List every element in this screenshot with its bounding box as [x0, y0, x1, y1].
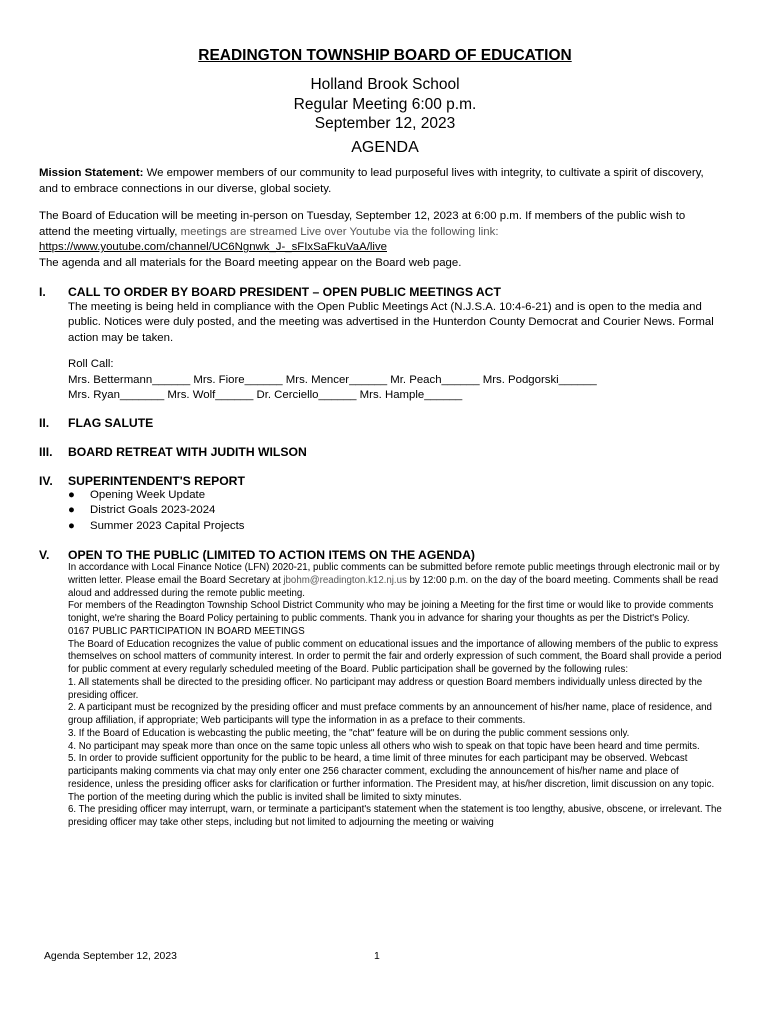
superintendent-report-list: [68, 488, 244, 534]
section-heading: OPEN TO THE PUBLIC (LIMITED TO ACTION ITEMS ON THE AGENDA): [68, 548, 475, 562]
intro-stream-text: meetings are streamed Live over Youtube via the following link:: [180, 225, 499, 238]
section-heading: SUPERINTENDENT'S REPORT: [68, 474, 245, 488]
section-heading: BOARD RETREAT WITH JUDITH WILSON: [68, 445, 307, 459]
list-item-text: Summer 2023 Capital Projects: [90, 519, 245, 532]
section-body: The meeting is being held in compliance with the Open Public Meetings Act (N.J.S.A. 10:4-6-21) and is open to the media and public. Notices were duly posted, and the meeting was advertised in the Hunterdon County Democrat and Courier News. Formal action may be taken.: [68, 301, 714, 344]
section-number: V.: [39, 548, 50, 562]
list-item: [68, 488, 244, 503]
mission-label: Mission Statement:: [39, 167, 144, 179]
policy-paragraph: The Board of Education recognizes the value of public comment on educational issues and the importance of allowing members of the public to express themselves on school matters of community interest. In order to permit the fair and orderly expression of such comment, the Board shall provide a period for public comment at every regularly scheduled meeting of the Board. Public participation shall be governed by the following rules:: [68, 638, 722, 675]
list-item: [68, 519, 244, 534]
policy-paragraph: For members of the Readington Township School District Community who may be joining a Meeting for the first time or would like to provide comments tonight, we're sharing the Board Policy pertaining to public comments. Thank you in advance for sharing your thoughts as per the District's Policy.: [68, 600, 714, 624]
list-item: [68, 503, 244, 518]
policy-text: by 12:00 p.m. on the day of the board meeting. Comments shall be read aloud and addressed during the remote public meeting.: [68, 574, 719, 599]
youtube-link[interactable]: https://www.youtube.com/channel/UC6Ngnwk_J-_sFIxSaFkuVaA/live: [39, 241, 387, 254]
policy-rule: 5. In order to provide sufficient opportunity for the public to be heard, a time limit of three minutes for each participant may be observed. Webcast participants making comments via chat may only enter one 256 character comment, excluding the announcement of his/her name and place of residence, unless the presiding officer asks for clarification or further information. The President may, at his/her discretion, limit discussion on any topic. The portion of the meeting during which the public is invited shall be limited to sixty minutes.: [68, 753, 715, 803]
roll-call-line: Mrs. Bettermann______ Mrs. Fiore______ Mrs. Mencer______ Mr. Peach______ Mrs. Podgorski______: [68, 373, 597, 386]
agenda-heading: AGENDA: [351, 139, 419, 156]
policy-text: In accordance with Local Finance Notice (LFN) 2020-21, public comments can be submitted before remote public meetings through electronic mail or by written letter. Please email the Board Secretary at: [68, 562, 720, 586]
secretary-email[interactable]: jbohm@readington.k12.nj.us: [283, 574, 407, 586]
meeting-info: [0, 75, 770, 134]
policy-paragraph: [68, 562, 724, 600]
page-number: 1: [374, 951, 380, 962]
policy-rule: 4. No participant may speak more than once on the same topic unless all others who wish to speak on that topic have been heard and time permits.: [68, 740, 700, 752]
section-heading: FLAG SALUTE: [68, 416, 154, 430]
bullet-icon: ●: [68, 489, 75, 501]
public-comment-policy: [68, 562, 724, 830]
mission-statement: [39, 166, 719, 197]
policy-rule: 1. All statements shall be directed to the presiding officer. No participant may address or question Board members individually unless directed by the presiding officer.: [68, 676, 703, 701]
section-number: III.: [39, 445, 53, 459]
policy-rule: 3. If the Board of Education is webcasting the public meeting, the "chat" feature will be on during the public comment sessions only.: [68, 727, 630, 739]
list-item-text: District Goals 2023-2024: [90, 504, 216, 517]
footer-title: Agenda September 12, 2023: [44, 951, 177, 962]
intro-paragraph: [39, 209, 719, 271]
intro-materials-text: The agenda and all materials for the Board meeting appear on the Board web page.: [39, 256, 462, 269]
mission-text: We empower members of our community to lead purposeful lives with integrity, to cultivate a spirit of discovery, and to embrace connections in our diverse, global society.: [39, 167, 704, 195]
org-title: READINGTON TOWNSHIP BOARD OF EDUCATION: [198, 47, 572, 64]
intro-text: The Board of Education will be meeting in-person on Tuesday, September 12, 2023 at 6:00 p.m. If members of the public wish to attend the meeting virtually,: [39, 210, 686, 238]
policy-heading: 0167 PUBLIC PARTICIPATION IN BOARD MEETINGS: [68, 625, 305, 637]
policy-rule: 2. A participant must be recognized by the presiding officer and must preface comments by an announcement of his/her name, place of residence, and group affiliation, if appropriate; Web participants will type the information in as a preface to their comments.: [68, 702, 712, 726]
meeting-date: September 12, 2023: [314, 115, 456, 132]
bullet-icon: ●: [68, 519, 75, 532]
section-number: I.: [39, 285, 46, 299]
section-heading: CALL TO ORDER BY BOARD PRESIDENT – OPEN PUBLIC MEETINGS ACT: [68, 285, 501, 299]
bullet-icon: ●: [68, 504, 75, 517]
school-name: Holland Brook School: [310, 76, 460, 93]
roll-call-label: Roll Call:: [68, 358, 114, 370]
meeting-time: Regular Meeting 6:00 p.m.: [293, 95, 477, 113]
section-number: IV.: [39, 474, 53, 488]
roll-call: [68, 357, 597, 404]
list-item-text: Opening Week Update: [90, 489, 206, 501]
policy-rule: 6. The presiding officer may interrupt, warn, or terminate a participant's statement when the statement is too lengthy, abusive, obscene, or irrelevant. The presiding officer may take other steps, including but not limited to adjourning the meeting or waiving: [68, 804, 722, 828]
roll-call-line: Mrs. Ryan_______ Mrs. Wolf______ Dr. Cerciello______ Mrs. Hample______: [68, 389, 463, 402]
section-number: II.: [39, 416, 50, 430]
